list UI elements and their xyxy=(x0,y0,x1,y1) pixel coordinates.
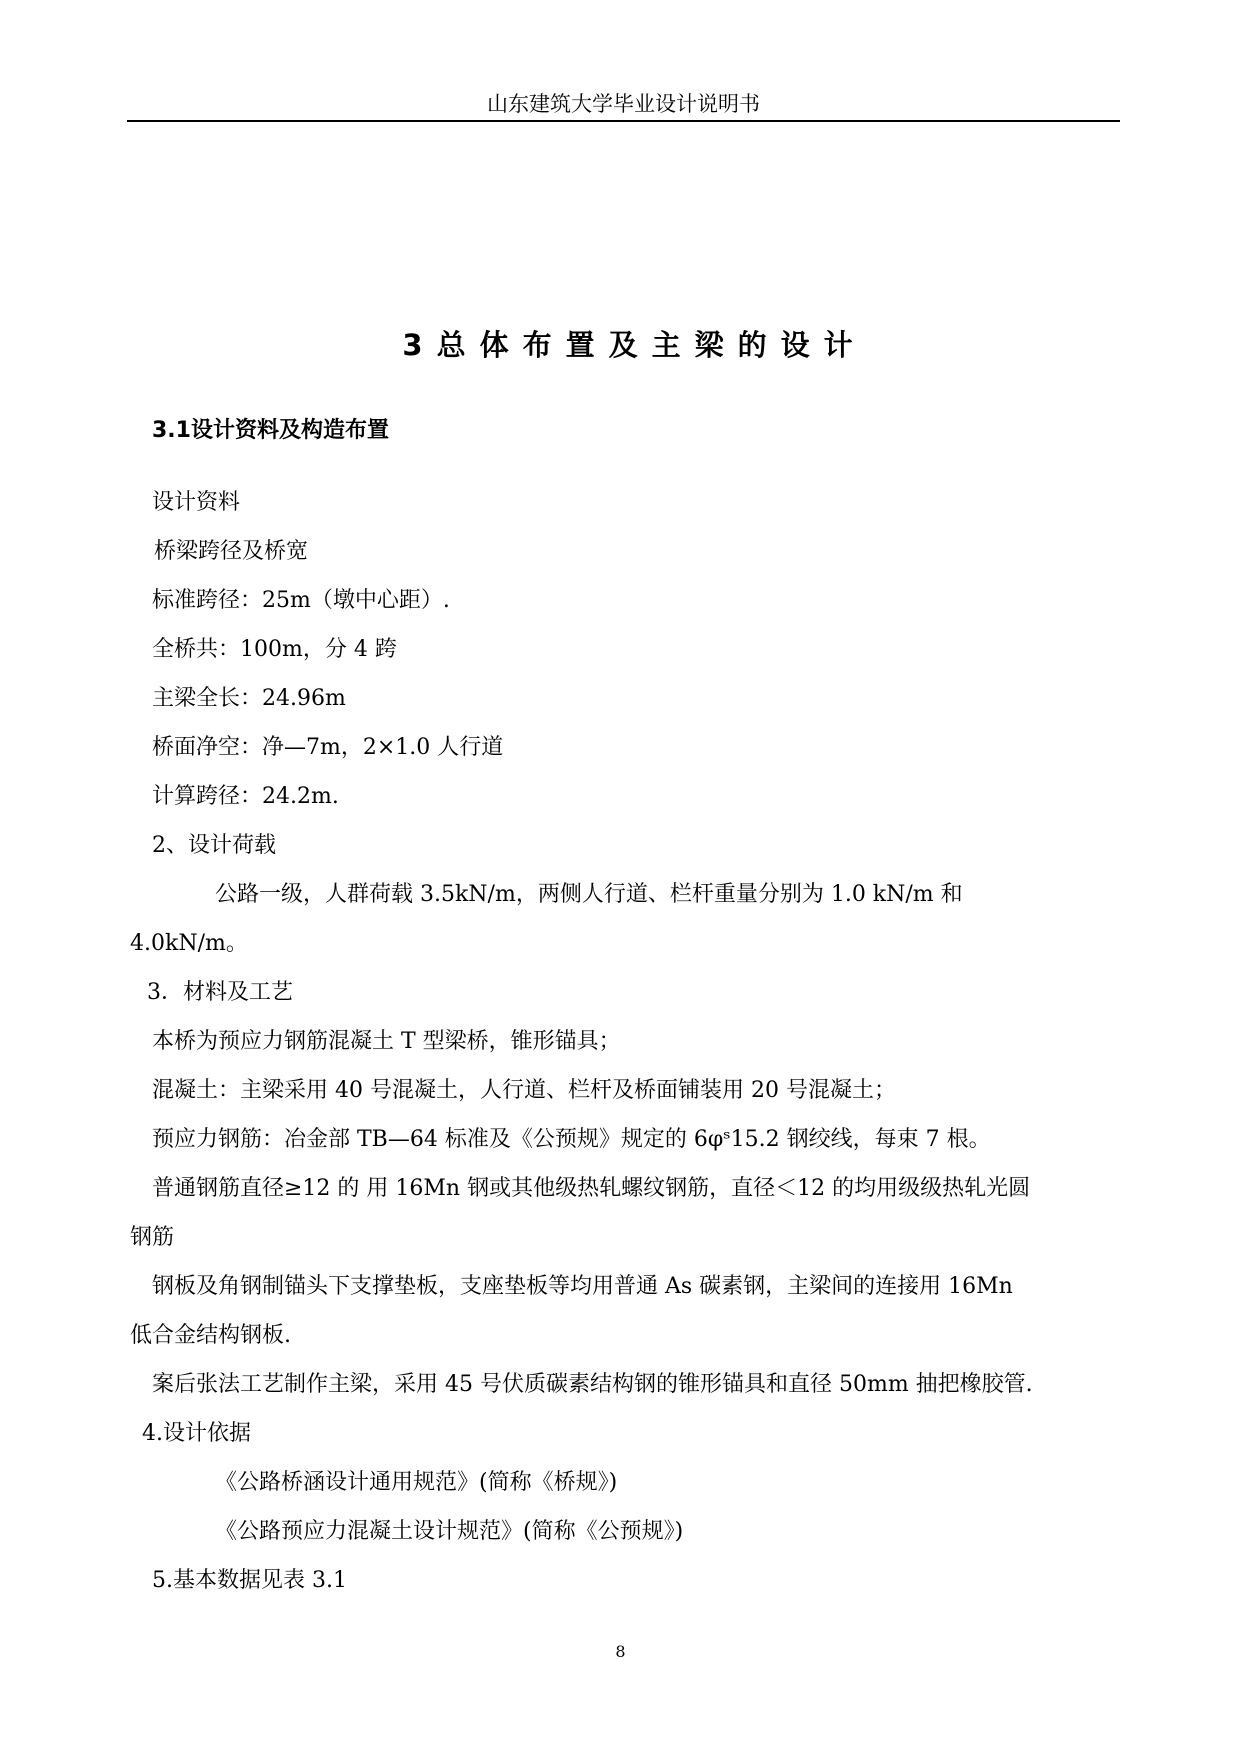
body-line: 混凝土：主梁采用 40 号混凝土，人行道、栏杆及桥面铺装用 20 号混凝土； xyxy=(152,1078,896,1103)
body-line: 钢筋 xyxy=(130,1225,175,1250)
body-line: 2、设计荷载 xyxy=(152,833,276,858)
body-line: 4.0kN/m。 xyxy=(130,931,248,956)
body-line: 案后张法工艺制作主梁，采用 45 号伏质碳素结构钢的锥形锚具和直径 50mm 抽把橡胶管. xyxy=(152,1372,1033,1397)
chapter-title: 3总体布置及主梁的设计 xyxy=(402,328,867,362)
section-title: 3.1设计资料及构造布置 xyxy=(152,418,389,443)
body-line: 公路一级，人群荷载 3.5kN/m，两侧人行道、栏杆重量分别为 1.0 kN/m 和 xyxy=(215,882,963,907)
body-line: 计算跨径：24.2m. xyxy=(152,784,339,809)
body-line: 《公路桥涵设计通用规范》(简称《桥规》) xyxy=(215,1470,618,1495)
body-line: 桥面净空：净—7m，2×1.0 人行道 xyxy=(152,735,504,760)
header-title: 山东建筑大学毕业设计说明书 xyxy=(487,92,760,116)
body-line: 桥梁跨径及桥宽 xyxy=(154,539,309,564)
page-number: 8 xyxy=(615,1642,626,1661)
body-line: 全桥共：100m，分 4 跨 xyxy=(152,637,397,662)
body-line: 设计资料 xyxy=(152,490,241,515)
body-line: 低合金结构钢板. xyxy=(130,1323,291,1348)
body-line: 《公路预应力混凝土设计规范》(简称《公预规》) xyxy=(215,1519,684,1544)
body-line: 4.设计依据 xyxy=(142,1421,251,1446)
body-line: 本桥为预应力钢筋混凝土 T 型梁桥，锥形锚具； xyxy=(152,1029,621,1054)
page-header xyxy=(127,88,1120,122)
body-line: 钢板及角钢制锚头下支撑垫板，支座垫板等均用普通 As 碳素钢，主梁间的连接用 16Mn xyxy=(152,1274,1013,1299)
body-line: 预应力钢筋：冶金部 TB—64 标准及《公预规》规定的 6φˢ15.2 钢绞线，每束 7 根。 xyxy=(152,1127,991,1152)
body-line: 标准跨径：25m（墩中心距）. xyxy=(152,588,450,613)
body-line: 普通钢筋直径≥12 的 用 16Mn 钢或其他级热轧螺纹钢筋，直径＜12 的均用级级热轧光圆 xyxy=(152,1176,1031,1201)
body-line: 主梁全长：24.96m xyxy=(152,686,346,711)
body-line: 3．材料及工艺 xyxy=(147,980,293,1005)
body-line: 5.基本数据见表 3.1 xyxy=(152,1568,347,1593)
